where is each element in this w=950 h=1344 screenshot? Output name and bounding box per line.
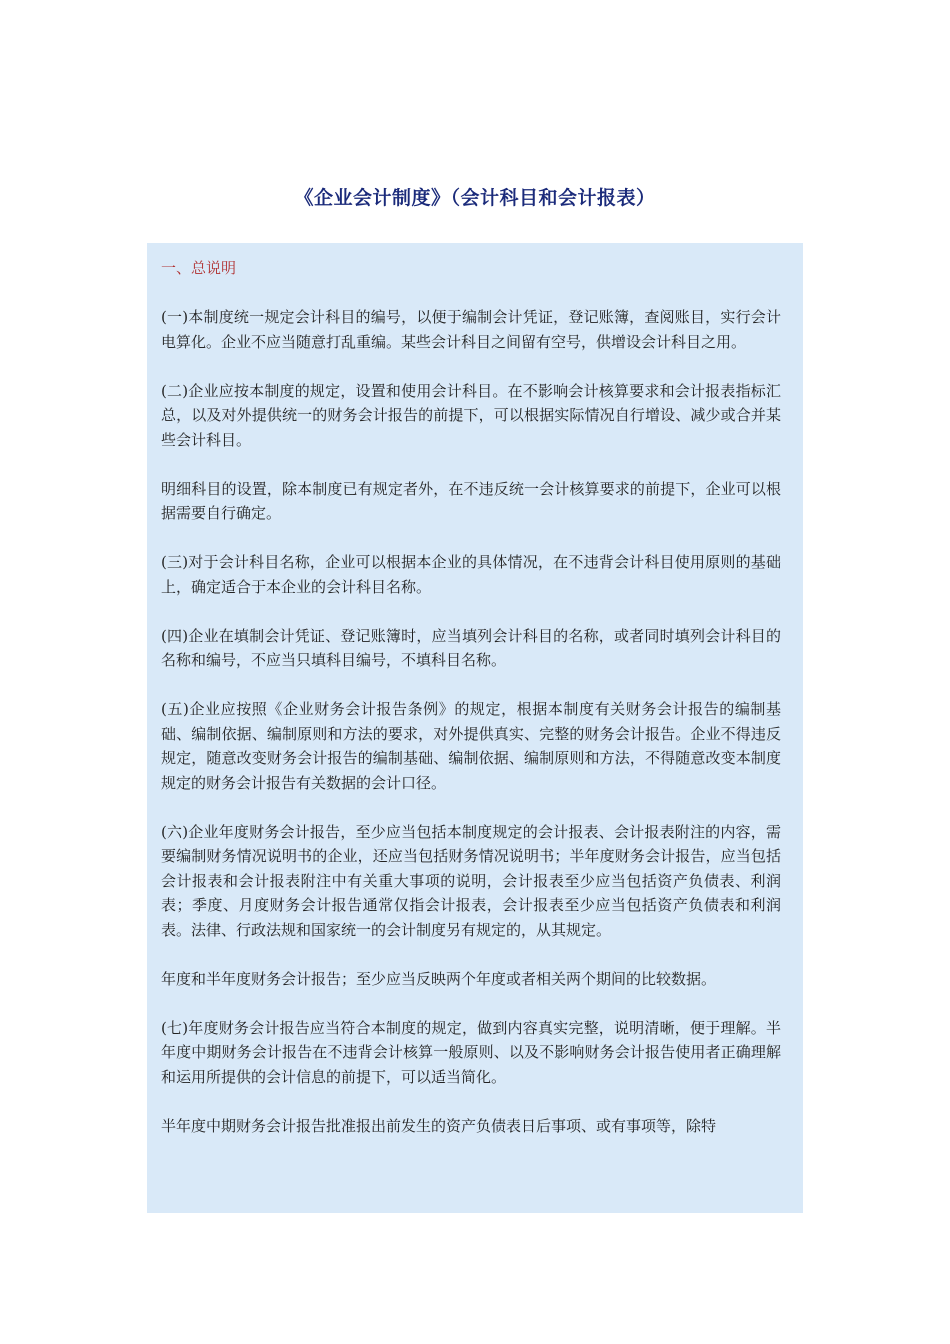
paragraph-8: 年度和半年度财务会计报告；至少应当反映两个年度或者相关两个期间的比较数据。 <box>161 969 717 988</box>
paragraph-10: 半年度中期财务会计报告批准报出前发生的资产负债表日后事项、或有事项等，除特 <box>161 1116 717 1135</box>
content-box <box>147 243 803 1213</box>
paragraph-2: (二)企业应按本制度的规定，设置和使用会计科目。在不影响会计核算要求和会计报表指标汇总，以及对外提供统一的财务会计报告的前提下，可以根据实际情况自行增设、减少或合并某些会计科目。 <box>161 381 781 449</box>
page-title: 《企业会计制度》（会计科目和会计报表） <box>294 187 656 209</box>
section-heading: 一、总说明 <box>161 259 237 277</box>
paragraph-9: (七)年度财务会计报告应当符合本制度的规定，做到内容真实完整，说明清晰，便于理解。半年度中期财务会计报告在不违背会计核算一般原则、以及不影响财务会计报告使用者正确理解和运用所提供的会计信息的前提下，可以适当简化。 <box>161 1018 781 1086</box>
paragraph-6: (五)企业应按照《企业财务会计报告条例》的规定，根据本制度有关财务会计报告的编制基础、编制依据、编制原则和方法的要求，对外提供真实、完整的财务会计报告。企业不得违反规定，随意改变财务会计报告的编制基础、编制依据、编制原则和方法，不得随意改变本制度规定的财务会计报告有关数据的会计口径。 <box>161 700 781 792</box>
paragraph-7: (六)企业年度财务会计报告，至少应当包括本制度规定的会计报表、会计报表附注的内容，需要编制财务情况说明书的企业，还应当包括财务情况说明书；半年度财务会计报告，应当包括会计报表和会计报表附注中有关重大事项的说明，会计报表至少应当包括资产负债表、利润表；季度、月度财务会计报告通常仅指会计报表，会计报表至少应当包括资产负债表和利润表。法律、行政法规和国家统一的会计制度另有规定的，从其规定。 <box>161 822 781 939</box>
paragraph-1: (一)本制度统一规定会计科目的编号，以便于编制会计凭证，登记账簿，查阅账目，实行会计电算化。企业不应当随意打乱重编。某些会计科目之间留有空号，供增设会计科目之用。 <box>161 308 781 351</box>
paragraph-5: (四)企业在填制会计凭证、登记账簿时，应当填列会计科目的名称，或者同时填列会计科目的名称和编号，不应当只填科目编号，不填科目名称。 <box>161 626 781 669</box>
paragraph-4: (三)对于会计科目名称，企业可以根据本企业的具体情况，在不违背会计科目使用原则的基础上，确定适合于本企业的会计科目名称。 <box>161 553 781 596</box>
document-body <box>147 243 803 1138</box>
paragraph-3: 明细科目的设置，除本制度已有规定者外，在不违反统一会计核算要求的前提下，企业可以根据需要自行确定。 <box>161 479 781 522</box>
